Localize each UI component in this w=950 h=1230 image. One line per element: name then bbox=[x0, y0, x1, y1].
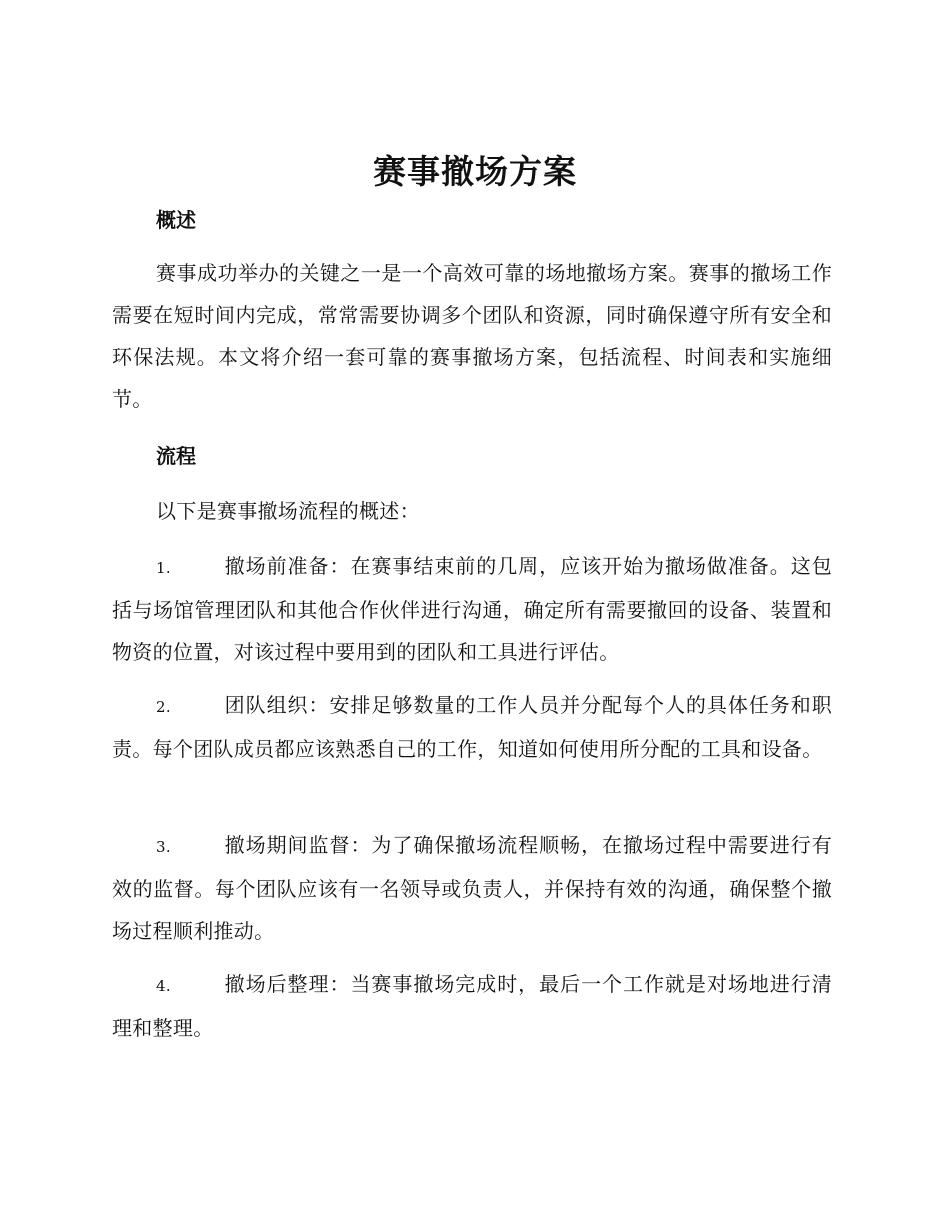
process-intro: 以下是赛事撤场流程的概述： bbox=[156, 499, 420, 523]
list-item bbox=[112, 963, 832, 1049]
list-item-number: 4. bbox=[156, 977, 171, 995]
list-item bbox=[112, 684, 832, 770]
list-item-text: 团队组织：安排足够数量的工作人员并分配每个人的具体任务和职责。每个团队成员都应该熟悉自己的工作，知道如何使用所分配的工具和设备。 bbox=[112, 693, 832, 761]
list-item-text: 撤场期间监督：为了确保撤场流程顺畅，在撤场过程中需要进行有效的监督。每个团队应该有一名领导或负责人，并保持有效的沟通，确保整个撤场过程顺利推动。 bbox=[112, 833, 832, 943]
overview-paragraph: 赛事成功举办的关键之一是一个高效可靠的场地撤场方案。赛事的撤场工作需要在短时间内完成，常常需要协调多个团队和资源，同时确保遵守所有安全和环保法规。本文将介绍一套可靠的赛事撤场方案，包括流程、时间表和实施细节。 bbox=[112, 261, 832, 411]
list-item bbox=[112, 824, 832, 952]
list-item-number: 1. bbox=[156, 559, 171, 577]
list-item-number: 2. bbox=[156, 698, 171, 716]
list-item-text: 撤场后整理：当赛事撤场完成时，最后一个工作就是对场地进行清理和整理。 bbox=[112, 972, 832, 1040]
section-heading-process: 流程 bbox=[156, 444, 196, 468]
section-heading-overview: 概述 bbox=[156, 208, 196, 232]
list-item-text: 撤场前准备：在赛事结束前的几周，应该开始为撤场做准备。这包括与场馆管理团队和其他合作伙伴进行沟通，确定所有需要撤回的设备、装置和物资的位置，对该过程中要用到的团队和工具进行评估。 bbox=[112, 554, 832, 664]
list-item bbox=[112, 545, 832, 673]
document-title: 赛事撤场方案 bbox=[373, 152, 577, 191]
list-item-number: 3. bbox=[156, 838, 171, 856]
